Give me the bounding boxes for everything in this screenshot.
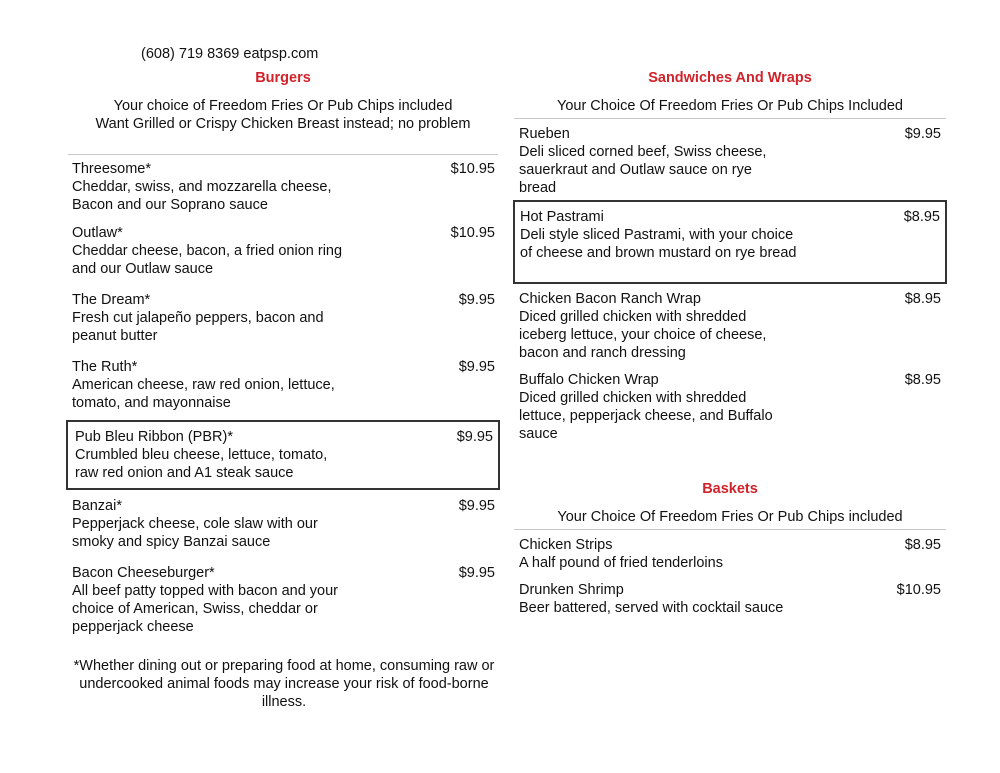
burgers-subtitle-line2: Want Grilled or Crispy Chicken Breast instead; no problem xyxy=(95,116,471,132)
item-price: $10.95 xyxy=(450,225,495,241)
contact-info: (608) 719 8369 eatpsp.com xyxy=(141,46,319,62)
item-description: All beef patty topped with bacon and your choice of American, Swiss, cheddar or pepperjack cheese xyxy=(72,583,339,635)
item-description: Fresh cut jalapeño peppers, bacon and peanut butter xyxy=(72,310,324,344)
item-price: $8.95 xyxy=(903,209,940,225)
menu-item-chicken-bacon-ranch-wrap xyxy=(519,290,942,362)
menu-item-the-ruth xyxy=(72,358,496,412)
menu-item-drunken-shrimp xyxy=(519,581,942,617)
item-price: $9.95 xyxy=(904,126,941,142)
menu-item-hot-pastrami-featured xyxy=(513,200,947,284)
burgers-subtitle xyxy=(68,97,498,133)
item-price: $9.95 xyxy=(458,565,495,581)
menu-item-chicken-strips xyxy=(519,536,942,572)
item-name: Rueben xyxy=(519,126,570,142)
item-name: Outlaw* xyxy=(72,225,123,241)
item-name: Bacon Cheeseburger* xyxy=(72,565,215,581)
item-price: $8.95 xyxy=(904,291,941,307)
item-description: Deli style sliced Pastrami, with your choice of cheese and brown mustard on rye bread xyxy=(520,227,797,261)
menu-item-pbr-featured xyxy=(66,420,500,490)
item-description: Diced grilled chicken with shredded lettuce, pepperjack cheese, and Buffalo sauce xyxy=(519,390,773,442)
menu-item-outlaw xyxy=(72,224,496,278)
food-safety-disclaimer: *Whether dining out or preparing food at home, consuming raw or undercooked animal foods may increase your risk of food-borne illness. xyxy=(73,658,495,710)
baskets-title: Baskets xyxy=(702,481,758,497)
item-name: Banzai* xyxy=(72,498,122,514)
baskets-subtitle: Your Choice Of Freedom Fries Or Pub Chips included xyxy=(557,509,903,525)
item-description: Beer battered, served with cocktail sauce xyxy=(519,600,784,616)
item-description: Pepperjack cheese, cole slaw with our smoky and spicy Banzai sauce xyxy=(72,516,318,550)
item-name: Pub Bleu Ribbon (PBR)* xyxy=(75,429,233,445)
item-name: The Dream* xyxy=(72,292,151,308)
item-price: $9.95 xyxy=(458,292,495,308)
item-description: Crumbled bleu cheese, lettuce, tomato, raw red onion and A1 steak sauce xyxy=(75,447,328,481)
sandwiches-subtitle: Your Choice Of Freedom Fries Or Pub Chips Included xyxy=(556,98,903,114)
menu-item-threesome xyxy=(72,160,496,214)
item-price: $9.95 xyxy=(458,498,495,514)
item-description: Diced grilled chicken with shredded iceberg lettuce, your choice of cheese, bacon and ranch dressing xyxy=(519,309,767,361)
menu-item-rueben xyxy=(519,125,942,197)
item-name: Chicken Strips xyxy=(519,537,613,553)
item-description: Cheddar, swiss, and mozzarella cheese, Bacon and our Soprano sauce xyxy=(72,179,332,213)
item-description: Cheddar cheese, bacon, a fried onion ring and our Outlaw sauce xyxy=(72,243,343,277)
burgers-divider xyxy=(68,154,498,155)
item-description: Deli sliced corned beef, Swiss cheese, sauerkraut and Outlaw sauce on rye bread xyxy=(519,144,767,196)
item-description: A half pound of fried tenderloins xyxy=(519,555,723,571)
item-name: The Ruth* xyxy=(72,359,138,375)
item-description: American cheese, raw red onion, lettuce, tomato, and mayonnaise xyxy=(72,377,335,411)
item-price: $10.95 xyxy=(450,161,495,177)
item-price: $9.95 xyxy=(456,429,493,445)
baskets-divider xyxy=(514,529,946,530)
sandwiches-divider xyxy=(514,118,946,119)
item-name: Chicken Bacon Ranch Wrap xyxy=(519,291,701,307)
burgers-subtitle-line1: Your choice of Freedom Fries Or Pub Chips included xyxy=(113,98,453,114)
item-name: Hot Pastrami xyxy=(520,209,604,225)
item-name: Buffalo Chicken Wrap xyxy=(519,372,659,388)
menu-item-banzai xyxy=(72,497,496,551)
item-price: $10.95 xyxy=(896,582,941,598)
item-price: $9.95 xyxy=(458,359,495,375)
sandwiches-title: Sandwiches And Wraps xyxy=(648,70,812,86)
item-price: $8.95 xyxy=(904,537,941,553)
item-name: Drunken Shrimp xyxy=(519,582,624,598)
item-name: Threesome* xyxy=(72,161,151,177)
menu-item-buffalo-chicken-wrap xyxy=(519,371,942,443)
item-price: $8.95 xyxy=(904,372,941,388)
menu-item-bacon-cheeseburger xyxy=(72,564,496,636)
burgers-title: Burgers xyxy=(255,70,311,86)
menu-item-the-dream xyxy=(72,291,496,345)
